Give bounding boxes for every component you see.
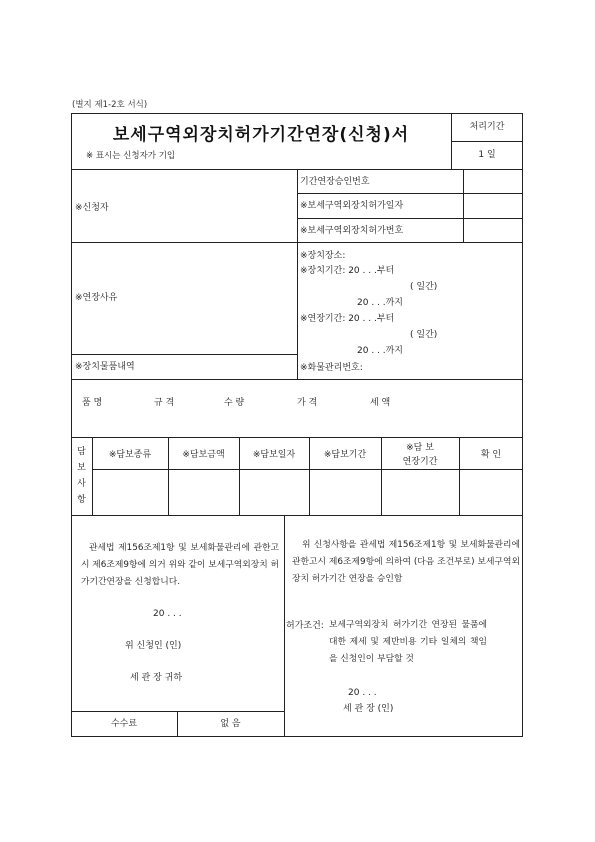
row-line: [92, 469, 523, 470]
header-note: ※ 표시는 신청자가 기입: [86, 151, 176, 161]
extension-period-from: ※연장기간: 20 . . .부터: [300, 314, 395, 324]
fee-label: 수수료: [110, 719, 138, 729]
row-line: [71, 379, 523, 380]
col-line: [463, 169, 464, 242]
form-number-label: (별지 제1-2호 서식): [72, 100, 148, 110]
customs-chief-signature: 세 관 장 (인): [343, 704, 394, 714]
processing-divider: [451, 141, 523, 142]
row-line: [297, 218, 523, 219]
security-period-header: ※담보기간: [323, 450, 367, 460]
storage-period-days: ( 일간): [410, 282, 438, 292]
row-line: [71, 354, 297, 355]
row-line: [71, 242, 523, 243]
approval-statement: 위 신청사항을 관세법 제156조제1항 및 보세화물관리에관한고시 제6조제9항에 의하여 (다음 조건부로) 보세구역외장치 허가기간 연장을 승인함: [292, 540, 520, 584]
permit-date-label: ※보세구역외장치허가일자: [300, 201, 404, 211]
applicant-label: ※신청자: [75, 203, 109, 213]
row-line: [297, 193, 523, 194]
col-line: [297, 169, 298, 379]
row-line: [71, 515, 523, 516]
row-line: [71, 437, 523, 438]
goods-col-name: 품 명: [82, 398, 103, 408]
col-line: [284, 515, 285, 737]
security-amount-header: ※담보금액: [182, 450, 225, 460]
extension-period-to: 20 . . .까지: [357, 346, 404, 356]
security-side-label-1: 담: [77, 447, 86, 457]
security-side-label-3: 사: [77, 479, 86, 489]
extension-approval-number-label: 기간연장승인번호: [300, 177, 370, 187]
approval-date: 20 . . .: [348, 688, 377, 698]
storage-period-to: 20 . . .까지: [357, 298, 404, 308]
goods-col-quantity: 수 량: [224, 398, 245, 408]
application-date: 20 . . .: [153, 609, 182, 619]
extension-period-days: ( 일간): [410, 330, 438, 340]
goods-list-label: ※장치물품내역: [75, 362, 135, 372]
addressee: 세 관 장 귀하: [130, 673, 183, 683]
extension-reason-label: ※연장사유: [75, 293, 118, 303]
goods-col-price: 가 격: [297, 398, 318, 408]
security-extension-header: ※담 보 연장기간: [402, 443, 438, 467]
security-confirm-header: 확 인: [480, 450, 502, 460]
goods-col-tax: 세 액: [370, 398, 391, 408]
goods-col-spec: 규 격: [154, 398, 175, 408]
condition-text: 보세구역외장치 허가기간 연장된 물품에 대한 제세 및 제반비용 기타 일체의 책임을 신청인이 부담할 것: [329, 620, 487, 664]
security-side-label-2: 보: [77, 463, 86, 473]
fee-value: 없 음: [220, 719, 241, 729]
applicant-signature: 위 신청인 (인): [125, 641, 182, 651]
processing-period-value: 1 일: [478, 150, 496, 160]
processing-period-label: 처리기간: [469, 122, 505, 132]
cargo-number-label: ※화물관리번호:: [300, 363, 363, 373]
security-side-label-4: 항: [77, 495, 86, 505]
condition-label: 허가조건:: [286, 621, 324, 631]
security-date-header: ※담보일자: [252, 450, 296, 460]
security-type-header: ※담보종류: [108, 450, 152, 460]
application-statement: 관세법 제156조제1항 및 보세화물관리에 관한고시 제6조제9항에 의거 위와 같이 보세구역외장치 허가기간연장을 신청합니다.: [81, 543, 279, 587]
permit-number-label: ※보세구역외장치허가번호: [300, 226, 404, 236]
page-title: 보세구역외장치허가기간연장(신청)서: [112, 125, 410, 145]
storage-place-label: ※장치장소:: [300, 251, 346, 261]
storage-period-from: ※장치기간: 20 . . .부터: [300, 266, 395, 276]
